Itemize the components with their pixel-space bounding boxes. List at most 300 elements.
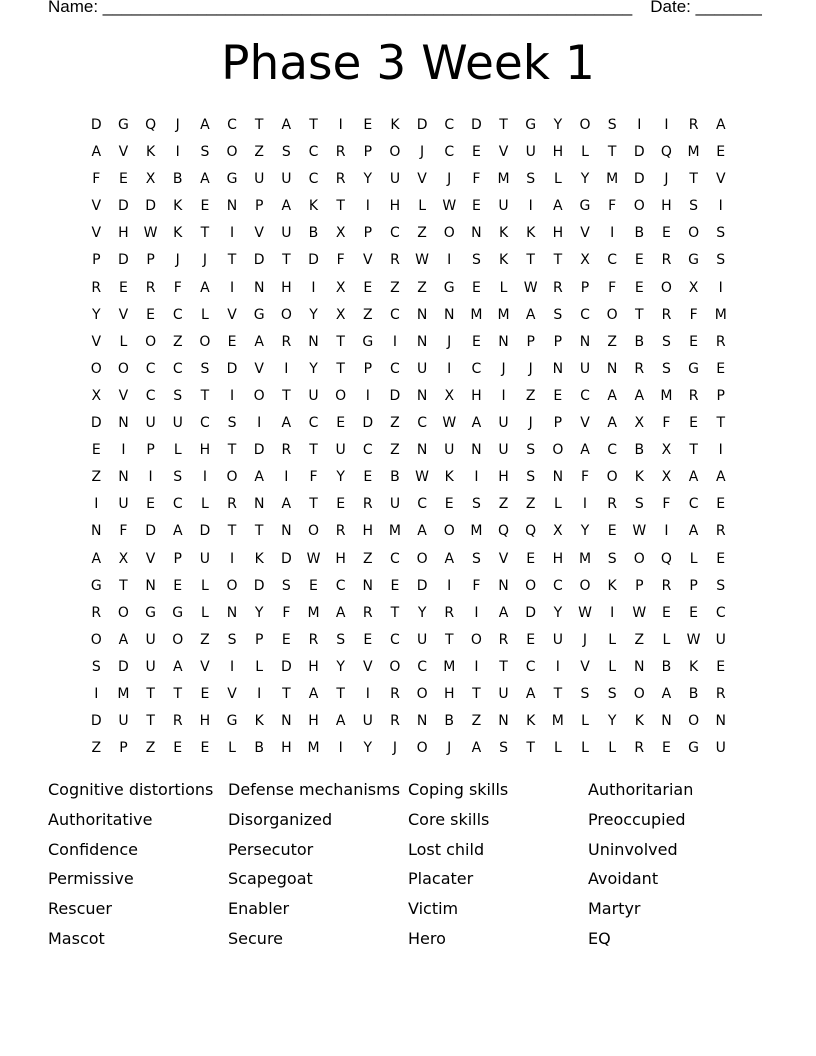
grid-letter: Z xyxy=(498,496,509,513)
grid-letter: E xyxy=(200,685,210,702)
grid-letter: U xyxy=(579,360,591,377)
grid-letter: S xyxy=(661,360,671,377)
grid-letter: A xyxy=(254,469,264,486)
grid-letter: U xyxy=(416,360,428,377)
grid-letter: N xyxy=(416,387,428,404)
grid-letter: V xyxy=(91,198,102,215)
grid-letter: D xyxy=(118,252,129,269)
grid-letter: N xyxy=(253,496,265,513)
grid-letter: G xyxy=(226,171,238,188)
grid-letter: D xyxy=(145,523,156,540)
grid-letter: V xyxy=(200,658,210,675)
grid-letter: T xyxy=(336,198,345,215)
word-item: Coping skills xyxy=(408,780,509,799)
grid-letter: N xyxy=(226,604,238,621)
grid-letter: D xyxy=(280,550,292,567)
grid-letter: U xyxy=(145,415,156,432)
grid-letter: O xyxy=(117,360,129,377)
grid-letter: S xyxy=(553,306,563,323)
grid-letter: Y xyxy=(309,306,318,323)
grid-letter: U xyxy=(172,415,183,432)
grid-letter: T xyxy=(200,225,210,242)
grid-letter: Z xyxy=(471,713,482,730)
grid-letter: T xyxy=(526,252,535,269)
grid-letter: L xyxy=(553,740,562,757)
grid-letter: D xyxy=(90,415,102,432)
word-item: Defense mechanisms xyxy=(228,780,401,799)
word-item: Avoidant xyxy=(588,869,659,889)
grid-letter: K xyxy=(173,225,183,242)
grid-letter: M xyxy=(660,387,673,404)
grid-letter: E xyxy=(363,631,373,648)
grid-letter: E xyxy=(281,631,291,648)
grid-letter: N xyxy=(443,306,455,323)
grid-letter: G xyxy=(579,198,591,215)
grid-letter: F xyxy=(472,577,481,594)
grid-letter: E xyxy=(553,387,563,404)
grid-letter: B xyxy=(254,740,264,757)
grid-letter: O xyxy=(606,469,618,486)
grid-letter: O xyxy=(443,523,455,540)
grid-letter: B xyxy=(444,713,455,730)
grid-letter: O xyxy=(389,658,401,675)
grid-letter: R xyxy=(281,333,292,350)
grid-letter: F xyxy=(92,171,101,188)
grid-letter: W xyxy=(686,631,701,648)
grid-letter: W xyxy=(143,225,158,242)
grid-letter: V xyxy=(91,225,102,242)
grid-letter: K xyxy=(498,252,509,269)
grid-letter: A xyxy=(335,713,346,730)
grid-letter: P xyxy=(553,333,563,350)
grid-letter: N xyxy=(471,442,482,459)
grid-letter: I xyxy=(311,279,316,296)
grid-letter: E xyxy=(662,604,671,621)
grid-letter: E xyxy=(336,415,346,432)
grid-letter: G xyxy=(688,740,700,757)
grid-letter: R xyxy=(715,523,726,540)
grid-letter: K xyxy=(689,658,699,675)
grid-letter: X xyxy=(634,415,645,432)
grid-letter: P xyxy=(146,442,155,459)
grid-row xyxy=(85,601,735,628)
grid-letter: J xyxy=(501,360,506,377)
grid-letter: A xyxy=(118,631,129,648)
grid-letter: O xyxy=(145,333,157,350)
grid-letter: R xyxy=(362,604,373,621)
grid-letter: Y xyxy=(363,740,373,757)
grid-letter: S xyxy=(526,442,536,459)
grid-letter: X xyxy=(335,306,346,323)
grid-letter: U xyxy=(416,631,428,648)
grid-letter: T xyxy=(282,387,291,404)
grid-letter: C xyxy=(390,225,400,242)
grid-letter: O xyxy=(552,442,564,459)
grid-letter: C xyxy=(308,171,319,188)
grid-letter: L xyxy=(581,740,589,757)
grid-letter: P xyxy=(254,631,264,648)
grid-letter: Q xyxy=(525,523,537,540)
grid-row xyxy=(85,438,735,465)
grid-letter: B xyxy=(688,685,699,702)
grid-letter: H xyxy=(199,442,211,459)
grid-row xyxy=(85,655,735,682)
grid-letter: V xyxy=(227,685,237,702)
grid-letter: Z xyxy=(363,550,373,567)
word-item: Core skills xyxy=(408,809,490,829)
grid-letter: O xyxy=(633,685,645,702)
grid-letter: I xyxy=(175,144,180,161)
grid-letter: G xyxy=(688,252,700,269)
grid-letter: I xyxy=(474,658,479,675)
grid-letter: I xyxy=(229,550,235,567)
grid-letter: X xyxy=(91,387,102,404)
grid-letter: I xyxy=(229,225,235,242)
grid-letter: W xyxy=(306,550,321,567)
grid-letter: O xyxy=(470,631,482,648)
grid-letter: G xyxy=(226,713,238,730)
grid-letter: C xyxy=(417,658,427,675)
grid-letter: K xyxy=(444,469,454,486)
grid-letter: C xyxy=(580,306,590,323)
grid-letter: S xyxy=(227,415,237,432)
grid-letter: F xyxy=(608,279,617,296)
grid-letter: S xyxy=(716,252,726,269)
grid-row xyxy=(85,411,735,438)
grid-letter: G xyxy=(688,360,700,377)
grid-letter: A xyxy=(688,523,699,540)
grid-letter: H xyxy=(335,550,346,567)
grid-letter: F xyxy=(309,469,318,486)
grid-letter: C xyxy=(200,415,210,432)
grid-letter: O xyxy=(416,740,428,757)
grid-letter: I xyxy=(501,387,506,404)
grid-letter: D xyxy=(226,360,238,377)
grid-letter: I xyxy=(202,469,207,486)
grid-letter: Y xyxy=(417,604,427,621)
grid-letter: E xyxy=(634,252,644,269)
grid-letter: M xyxy=(388,523,401,540)
grid-letter: X xyxy=(580,252,590,269)
grid-letter: F xyxy=(173,279,182,296)
grid-letter: F xyxy=(282,604,291,621)
grid-letter: R xyxy=(661,306,672,323)
grid-letter: Z xyxy=(91,740,102,757)
grid-letter: L xyxy=(228,740,236,757)
word-search-grid xyxy=(85,113,735,763)
grid-letter: M xyxy=(578,550,592,567)
word-item: Authoritative xyxy=(48,809,153,829)
grid-letter: E xyxy=(526,550,536,567)
grid-letter: R xyxy=(444,604,455,621)
grid-letter: F xyxy=(580,469,590,486)
grid-letter: T xyxy=(716,415,726,432)
grid-letter: V xyxy=(254,225,264,242)
grid-letter: A xyxy=(525,685,536,702)
grid-letter: S xyxy=(607,117,617,133)
name-field-label: Name: ________________________________________________________ xyxy=(48,0,633,16)
grid-letter: E xyxy=(363,279,373,296)
word-item: Mascot xyxy=(48,928,105,948)
grid-letter: F xyxy=(662,415,671,432)
grid-letter: L xyxy=(255,658,264,675)
grid-letter: O xyxy=(253,387,265,404)
grid-letter: O xyxy=(90,360,102,377)
grid-letter: A xyxy=(580,442,590,459)
date-field-label: Date: _______ xyxy=(650,0,762,16)
grid-letter: L xyxy=(608,631,617,648)
grid-letter: D xyxy=(633,144,645,161)
grid-letter: T xyxy=(309,442,318,459)
grid-letter: U xyxy=(335,442,346,459)
name-date-line xyxy=(48,0,762,17)
grid-letter: N xyxy=(416,333,428,350)
grid-letter: L xyxy=(608,658,617,675)
grid-letter: L xyxy=(119,333,128,350)
grid-letter: E xyxy=(634,279,644,296)
grid-letter: T xyxy=(390,604,400,621)
grid-letter: G xyxy=(172,604,184,621)
grid-letter: G xyxy=(362,333,374,350)
grid-letter: E xyxy=(91,442,101,459)
grid-letter: S xyxy=(471,550,481,567)
word-item: Lost child xyxy=(408,839,485,859)
grid-letter: E xyxy=(689,333,699,350)
grid-letter: N xyxy=(715,713,726,730)
grid-letter: J xyxy=(175,117,180,133)
grid-letter: E xyxy=(662,225,671,242)
grid-letter: M xyxy=(470,523,483,540)
grid-letter: D xyxy=(253,577,265,594)
grid-letter: E xyxy=(716,658,726,675)
grid-letter: W xyxy=(523,279,538,296)
grid-letter: V xyxy=(580,658,590,675)
grid-letter: W xyxy=(632,523,647,540)
grid-letter: W xyxy=(632,604,647,621)
grid-letter: T xyxy=(146,685,155,702)
grid-letter: R xyxy=(145,279,156,296)
grid-letter: U xyxy=(715,631,726,648)
grid-letter: S xyxy=(716,577,726,594)
grid-letter: R xyxy=(688,387,699,404)
grid-letter: C xyxy=(715,604,726,621)
grid-letter: N xyxy=(634,658,645,675)
grid-row xyxy=(85,221,735,248)
grid-letter: R xyxy=(362,496,373,513)
grid-letter: C xyxy=(390,360,400,377)
grid-row xyxy=(85,303,735,330)
grid-letter: S xyxy=(227,631,237,648)
grid-letter: K xyxy=(526,713,536,730)
grid-letter: H xyxy=(471,387,482,404)
grid-letter: I xyxy=(582,496,588,513)
grid-letter: L xyxy=(581,144,589,161)
word-item: Cognitive distortions xyxy=(48,780,214,799)
word-item: Confidence xyxy=(48,839,138,859)
grid-letter: J xyxy=(392,740,397,757)
grid-letter: E xyxy=(363,469,373,486)
grid-letter: S xyxy=(607,550,617,567)
grid-letter: I xyxy=(338,740,343,757)
grid-letter: G xyxy=(118,117,129,133)
grid-letter: V xyxy=(118,387,129,404)
grid-letter: U xyxy=(389,171,401,188)
grid-letter: G xyxy=(443,279,455,296)
grid-letter: G xyxy=(525,117,537,133)
grid-letter: F xyxy=(119,523,128,540)
grid-letter: U xyxy=(118,496,129,513)
grid-letter: M xyxy=(551,713,564,730)
grid-letter: A xyxy=(91,144,102,161)
word-item: Authoritarian xyxy=(588,780,694,799)
grid-letter: P xyxy=(119,740,128,757)
grid-letter: F xyxy=(336,252,345,269)
grid-letter: A xyxy=(200,117,210,133)
grid-letter: I xyxy=(365,387,370,404)
grid-row xyxy=(85,140,735,167)
grid-letter: K xyxy=(254,713,264,730)
grid-letter: E xyxy=(309,577,318,594)
grid-letter: L xyxy=(499,279,508,296)
grid-letter: C xyxy=(688,496,699,513)
grid-letter: E xyxy=(173,740,183,757)
grid-letter: R xyxy=(715,685,726,702)
grid-letter: J xyxy=(202,252,207,269)
grid-letter: I xyxy=(94,496,99,513)
grid-letter: X xyxy=(661,469,672,486)
grid-letter: M xyxy=(470,306,483,323)
grid-letter: O xyxy=(633,550,645,567)
grid-letter: H xyxy=(498,469,509,486)
grid-letter: A xyxy=(308,685,319,702)
grid-letter: A xyxy=(172,658,183,675)
grid-letter: S xyxy=(281,577,291,594)
word-item: Hero xyxy=(408,928,446,948)
grid-letter: J xyxy=(175,252,180,269)
grid-letter: O xyxy=(606,306,618,323)
grid-letter: N xyxy=(118,469,129,486)
grid-letter: H xyxy=(362,523,374,540)
grid-letter: T xyxy=(119,577,128,594)
grid-letter: U xyxy=(199,550,211,567)
grid-letter: J xyxy=(447,171,452,188)
grid-letter: T xyxy=(282,685,291,702)
grid-letter: I xyxy=(610,604,615,621)
grid-letter: F xyxy=(689,306,698,323)
grid-row xyxy=(85,276,735,303)
grid-letter: S xyxy=(173,469,183,486)
grid-letter: M xyxy=(307,604,320,621)
grid-letter: P xyxy=(254,198,264,215)
grid-letter: S xyxy=(91,658,101,675)
grid-letter: E xyxy=(444,496,454,513)
grid-letter: V xyxy=(498,550,509,567)
grid-letter: T xyxy=(499,117,508,133)
grid-letter: A xyxy=(200,279,210,296)
grid-row xyxy=(85,330,735,357)
word-item: Disorganized xyxy=(228,809,333,829)
grid-row xyxy=(85,194,735,221)
grid-letter: B xyxy=(172,171,183,188)
grid-letter: F xyxy=(608,198,617,215)
grid-row xyxy=(85,628,735,655)
grid-letter: X xyxy=(335,225,346,242)
grid-letter: C xyxy=(308,144,319,161)
grid-letter: O xyxy=(90,631,102,648)
grid-letter: L xyxy=(608,740,617,757)
grid-letter: E xyxy=(200,740,210,757)
grid-letter: D xyxy=(118,198,129,215)
grid-letter: D xyxy=(633,171,645,188)
grid-letter: B xyxy=(661,658,672,675)
grid-letter: H xyxy=(661,198,672,215)
grid-letter: P xyxy=(689,577,698,594)
grid-letter: X xyxy=(118,550,129,567)
grid-letter: M xyxy=(687,144,700,161)
word-item: Secure xyxy=(228,928,284,948)
grid-letter: C xyxy=(444,144,455,161)
grid-letter: A xyxy=(172,523,183,540)
word-item: Permissive xyxy=(48,869,134,889)
grid-letter: A xyxy=(607,387,617,404)
grid-letter: Z xyxy=(145,740,156,757)
grid-letter: N xyxy=(91,523,102,540)
grid-letter: I xyxy=(447,360,452,377)
grid-letter: L xyxy=(418,198,426,215)
grid-letter: O xyxy=(117,604,129,621)
grid-letter: N xyxy=(416,442,428,459)
grid-letter: A xyxy=(634,387,645,404)
grid-letter: J xyxy=(528,360,533,377)
word-item: EQ xyxy=(588,928,611,948)
grid-letter: O xyxy=(335,387,347,404)
grid-letter: G xyxy=(90,577,102,594)
grid-letter: Q xyxy=(660,550,672,567)
grid-letter: O xyxy=(307,523,319,540)
grid-letter: O xyxy=(688,225,700,242)
grid-letter: U xyxy=(281,171,292,188)
grid-letter: M xyxy=(307,740,320,757)
grid-letter: X xyxy=(335,279,346,296)
word-item: Placater xyxy=(408,869,474,889)
grid-letter: S xyxy=(716,225,726,242)
grid-letter: E xyxy=(200,198,210,215)
grid-letter: J xyxy=(582,631,588,648)
grid-letter: O xyxy=(226,469,238,486)
grid-letter: R xyxy=(634,360,645,377)
grid-letter: I xyxy=(447,577,452,594)
grid-letter: N xyxy=(253,279,265,296)
grid-letter: A xyxy=(254,333,264,350)
word-item: Enabler xyxy=(228,899,290,919)
grid-letter: I xyxy=(338,117,343,133)
grid-letter: R xyxy=(227,496,237,513)
grid-letter: S xyxy=(526,171,536,188)
grid-letter: R xyxy=(335,523,346,540)
grid-letter: A xyxy=(281,496,292,513)
grid-letter: C xyxy=(145,387,156,404)
grid-letter: Z xyxy=(390,279,400,296)
grid-letter: Q xyxy=(145,117,157,133)
grid-letter: E xyxy=(716,496,726,513)
grid-letter: B xyxy=(390,469,400,486)
grid-letter: S xyxy=(471,496,481,513)
grid-letter: R xyxy=(281,442,292,459)
grid-letter: A xyxy=(498,604,509,621)
grid-letter: P xyxy=(635,577,644,594)
grid-letter: A xyxy=(471,740,482,757)
grid-letter: C xyxy=(145,360,156,377)
